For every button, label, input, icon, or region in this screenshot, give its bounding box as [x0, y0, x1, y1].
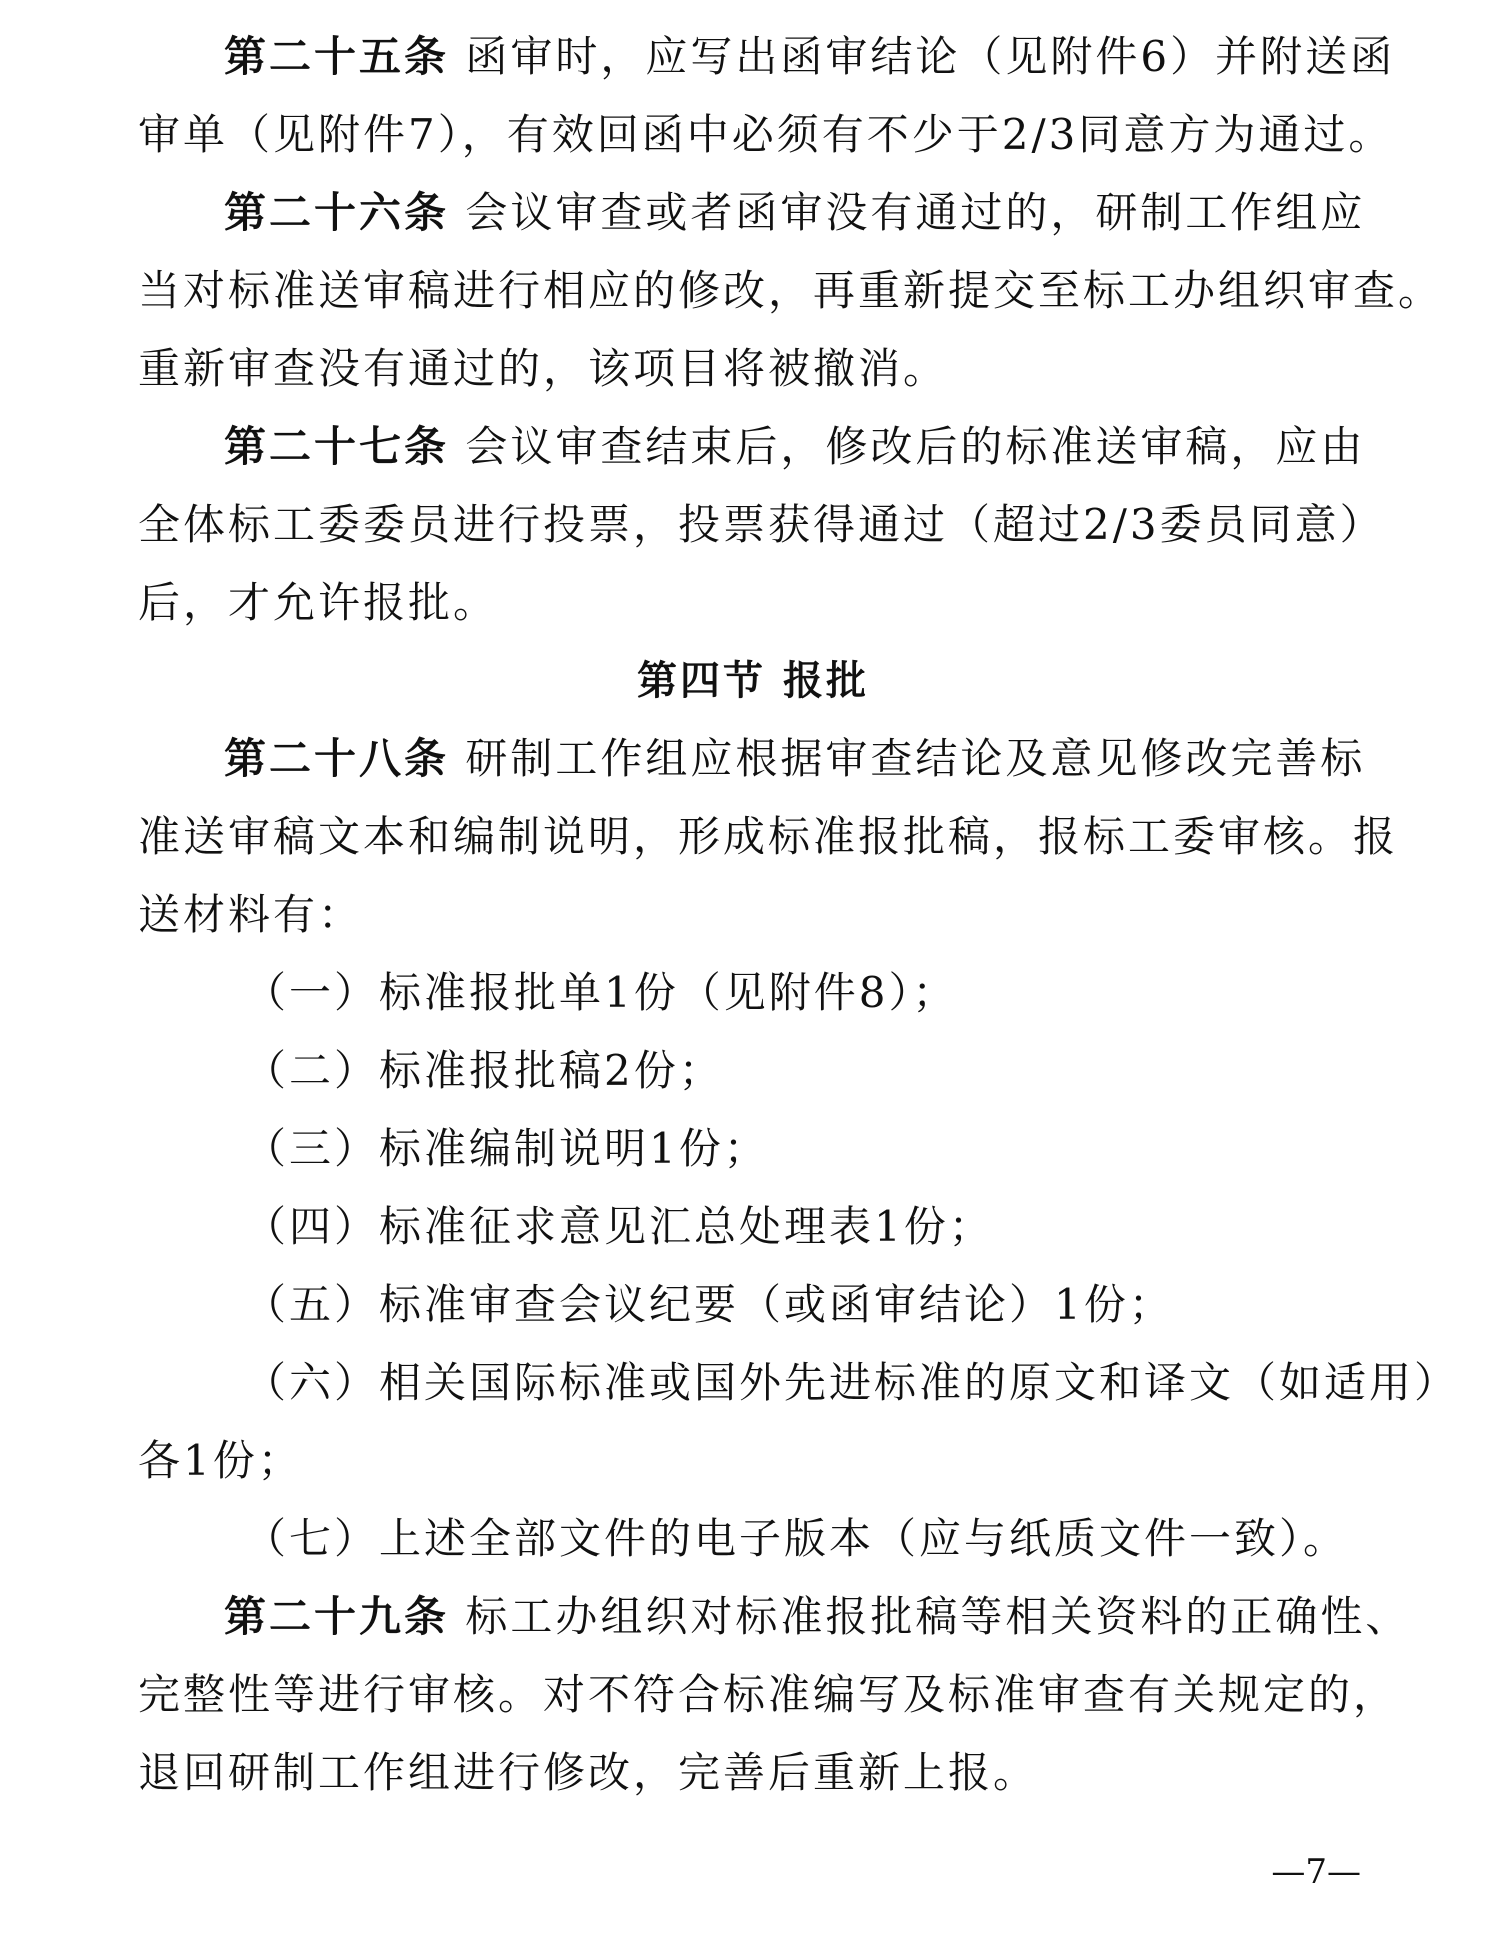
article-27-text-1: 会议审查结束后，修改后的标准送审稿，应由 — [465, 422, 1366, 471]
article-29-text-1: 标工办组织对标准报批稿等相关资料的正确性、 — [465, 1592, 1411, 1641]
article-28-text-1: 研制工作组应根据审查结论及意见修改完善标 — [465, 734, 1366, 783]
article-25-text-1: 函审时，应写出函审结论（见附件6）并附送函 — [465, 32, 1396, 81]
article-26-heading: 第二十六条 — [224, 188, 450, 237]
article-25-heading: 第二十五条 — [224, 32, 450, 81]
article-28-line-3: 送材料有： — [138, 890, 364, 939]
article-27-heading: 第二十七条 — [224, 422, 450, 471]
article-28-line-1 — [138, 720, 1368, 798]
list-item: （五）标准审查会议纪要（或函审结论）1份； — [244, 1280, 1174, 1329]
article-29-line-1 — [138, 1578, 1411, 1656]
article-27-line-3: 后，才允许报批。 — [138, 578, 499, 627]
article-26-line-2: 当对标准送审稿进行相应的修改，再重新提交至标工办组织审查。 — [138, 266, 1444, 315]
section-title: 第四节 报批 — [637, 658, 869, 704]
list-item: （七）上述全部文件的电子版本（应与纸质文件一致）。 — [244, 1514, 1349, 1563]
article-27-line-1 — [138, 408, 1368, 486]
list-item: （三）标准编制说明1份； — [244, 1124, 769, 1173]
list-item: （六）相关国际标准或国外先进标准的原文和译文（如适用） — [244, 1358, 1460, 1407]
list-item: （四）标准征求意见汇总处理表1份； — [244, 1202, 994, 1251]
article-25-line-1 — [138, 18, 1396, 96]
article-27-line-2: 全体标工委委员进行投票，投票获得通过（超过2/3委员同意） — [138, 500, 1385, 549]
article-25-line-2: 审单（见附件7），有效回函中必须有不少于2/3同意方为通过。 — [138, 110, 1394, 159]
article-28-line-2: 准送审稿文本和编制说明，形成标准报批稿，报标工委审核。报 — [138, 812, 1399, 861]
article-28-heading: 第二十八条 — [224, 734, 450, 783]
document-body — [138, 18, 1460, 1812]
article-29-heading: 第二十九条 — [224, 1592, 450, 1641]
article-29-line-2: 完整性等进行审核。对不符合标准编写及标准审查有关规定的， — [138, 1670, 1399, 1719]
list-item: （一）标准报批单1份（见附件8）； — [244, 968, 958, 1017]
article-29-line-3: 退回研制工作组进行修改，完善后重新上报。 — [138, 1748, 1039, 1797]
article-26-text-1: 会议审查或者函审没有通过的，研制工作组应 — [465, 188, 1366, 237]
page-number: —7— — [1271, 1852, 1361, 1892]
list-item-continuation: 各1份； — [138, 1436, 303, 1485]
article-26-line-1 — [138, 174, 1368, 252]
list-item: （二）标准报批稿2份； — [244, 1046, 724, 1095]
article-26-line-3: 重新审查没有通过的，该项目将被撤消。 — [138, 344, 949, 393]
